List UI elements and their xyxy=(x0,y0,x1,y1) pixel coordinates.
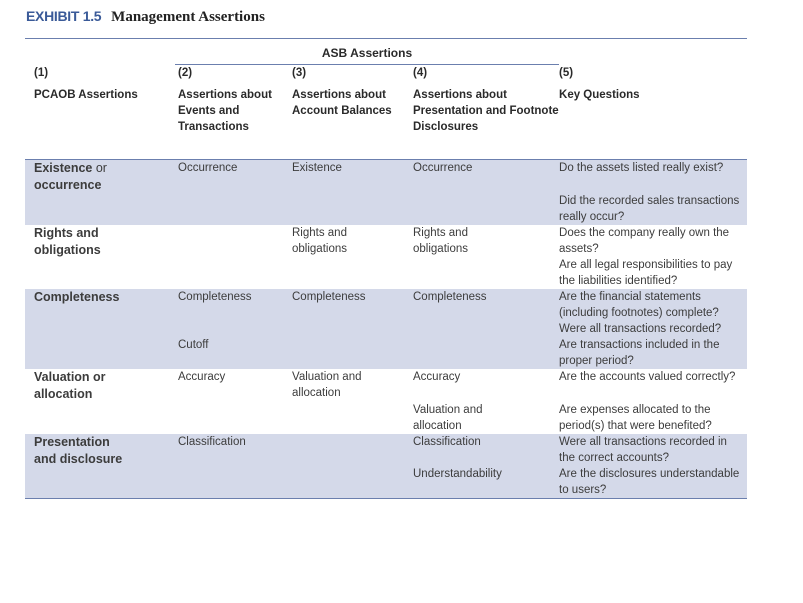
col-header-events: Assertions about Events and Transactions xyxy=(175,87,292,160)
table-row xyxy=(25,225,747,257)
col-number-3: (3) xyxy=(292,65,413,88)
cell: Cutoff xyxy=(175,337,292,369)
cell: Classification xyxy=(175,434,292,466)
column-header-row xyxy=(25,87,747,160)
key-question: Were all transactions recorded? xyxy=(559,321,747,337)
pcaob-existence-or: or xyxy=(95,161,107,175)
table-row xyxy=(25,369,747,402)
column-number-row xyxy=(25,65,747,88)
exhibit-title: Management Assertions xyxy=(111,9,265,25)
key-question: Were all transactions recorded in the correct accounts? xyxy=(559,434,747,466)
cell: Completeness xyxy=(292,289,413,321)
col-header-pcaob: PCAOB Assertions xyxy=(25,87,175,160)
key-question: Are transactions included in the proper period? xyxy=(559,337,747,369)
key-question: Are the financial statements (including footnotes) complete? xyxy=(559,289,747,321)
cell: Valuation and allocation xyxy=(413,402,559,434)
col-number-5: (5) xyxy=(559,65,747,88)
key-question: Are the accounts valued correctly? xyxy=(559,369,747,402)
col-number-4: (4) xyxy=(413,65,559,88)
pcaob-completeness: Completeness xyxy=(25,289,175,369)
cell: Accuracy xyxy=(175,369,292,402)
asb-header-row xyxy=(25,39,747,65)
col-number-1: (1) xyxy=(25,65,175,88)
assertions-table xyxy=(25,38,747,499)
exhibit-heading xyxy=(26,8,265,26)
pcaob-valuation: Valuation or allocation xyxy=(25,369,175,434)
key-question: Are expenses allocated to the period(s) that were benefited? xyxy=(559,402,747,434)
key-question: Are all legal responsibilities to pay the liabilities identified? xyxy=(559,257,747,289)
cell: Accuracy xyxy=(413,369,559,402)
cell: Occurrence xyxy=(413,160,559,194)
cell: Completeness xyxy=(413,289,559,321)
exhibit-label: EXHIBIT 1.5 xyxy=(26,8,102,24)
cell: Rights and obligations xyxy=(413,225,559,257)
cell: Understandability xyxy=(413,466,559,499)
cell: Valuation and allocation xyxy=(292,369,413,402)
key-question: Does the company really own the assets? xyxy=(559,225,747,257)
cell: Existence xyxy=(292,160,413,194)
cell: Occurrence xyxy=(175,160,292,194)
col-number-2: (2) xyxy=(175,65,292,88)
pcaob-rights: Rights and obligations xyxy=(25,225,175,289)
col-header-key-questions: Key Questions xyxy=(559,87,747,160)
pcaob-existence xyxy=(25,160,175,226)
table-row xyxy=(25,160,747,194)
cell: Rights and obligations xyxy=(292,225,413,257)
cell: Classification xyxy=(413,434,559,466)
pcaob-presentation: Presentation and disclosure xyxy=(25,434,175,499)
pcaob-existence-tail: occurrence xyxy=(34,178,102,192)
col-header-balances: Assertions about Account Balances xyxy=(292,87,413,160)
cell: Completeness xyxy=(175,289,292,321)
asb-assertions-heading: ASB Assertions xyxy=(175,39,559,65)
table-row xyxy=(25,289,747,321)
key-question: Are the disclosures understandable to users? xyxy=(559,466,747,499)
key-question: Did the recorded sales transactions really occur? xyxy=(559,193,747,225)
table-row xyxy=(25,434,747,466)
col-header-presentation: Assertions about Presentation and Footnote Disclosures xyxy=(413,87,559,160)
key-question: Do the assets listed really exist? xyxy=(559,160,747,194)
pcaob-existence-label: Existence xyxy=(34,161,93,175)
